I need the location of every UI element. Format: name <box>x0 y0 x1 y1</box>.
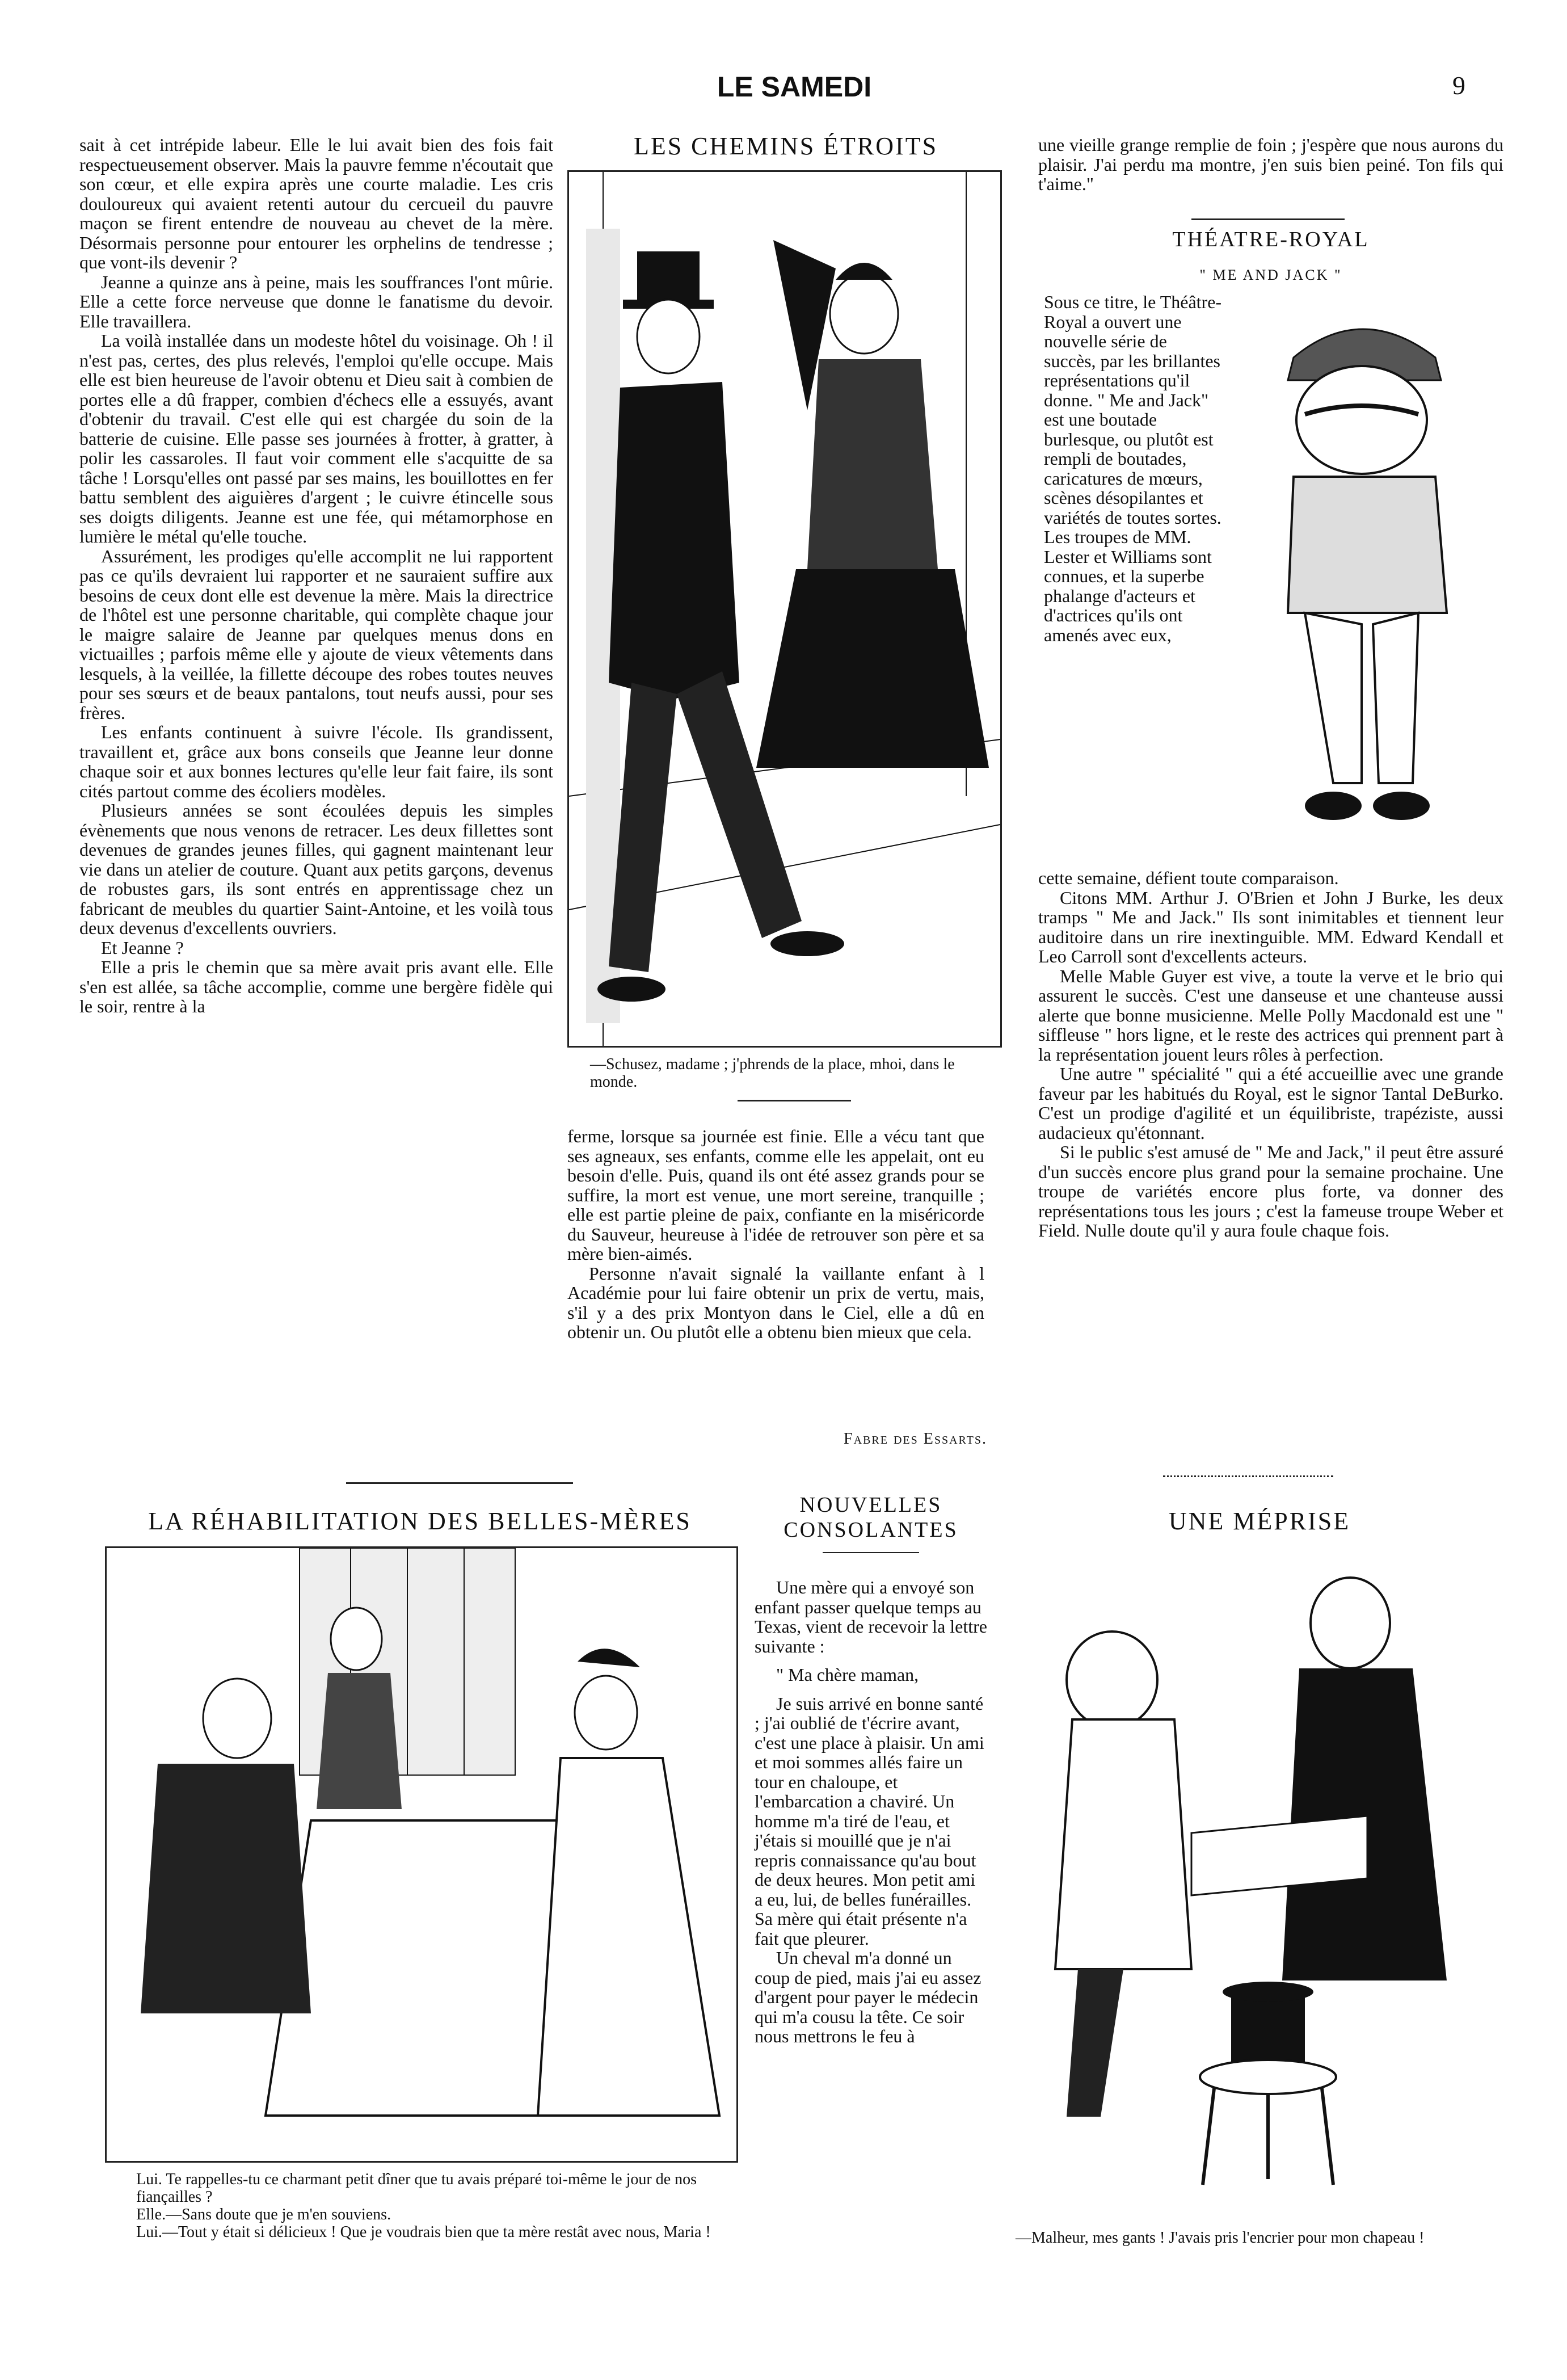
illustration-caption-belles-meres <box>136 2171 726 2241</box>
illustration-chemins-etroits <box>567 170 1002 1048</box>
paragraph: sait à cet intrépide labeur. Elle le lui avait bien des fois fait respectueusement observer. Mais la pauvre femme n'écoutait que son cœur, et elle expira après une courte maladie. Les cris douloureux qui avaient retenti autour du cercueil du pauvre maçon se firent entendre de nouveau au chevet de la mère. Désormais personne pour entourer les orphelins de tendresse ; que vont-ils devenir ? <box>79 135 553 272</box>
paragraph: La voilà installée dans un modeste hôtel du voisinage. Oh ! il n'est pas, certes, des plus relevés, l'emploi qu'elle occupe. Mais elle est bien heureuse de l'avoir obtenu et Dieu sait à combien de portes elle a dû frapper, combien d'échecs elle a essuyés, avant d'obtenir du travail. C'est elle qui est chargée du soin de la batterie de cuisine. Elle passe ses journées à frotter, à gratter, à polir les cassaroles. Il faut voir comment elle s'acquitte de sa tâche ! Lorsqu'elles ont passé par ses mains, les bouillottes en fer battu semblent des aiguières d'argent ; le cuivre étincelle sous ses doigts diligents. Jeanne est une fée, qui métamorphose en lumière le métal qu'elle touche. <box>79 330 553 546</box>
section-divider <box>1163 1475 1333 1477</box>
section-divider <box>346 1482 573 1484</box>
illustration-tramp <box>1248 295 1486 868</box>
section-subtitle: " ME AND JACK " <box>1199 267 1342 283</box>
paragraph: Et Jeanne ? <box>101 937 184 958</box>
divider <box>738 1100 851 1101</box>
author-signature: Fabre des Essarts. <box>844 1430 987 1448</box>
paragraph: Je suis arrivé en bonne santé ; j'ai oublié de t'écrire avant, c'est une place à plaisir. Un ami et moi sommes allés faire un tour en chaloupe, et l'embarcation a chaviré. Un homme m'a tiré de l'eau, et j'étais si mouillé que je n'ai repris connaissance qu'au bout de deux heures. Mon petit ami a eu, lui, de belles funérailles. Sa mère qui était présente n'a fait que pleurer. <box>755 1693 984 1949</box>
letter-ending: une vieille grange remplie de foin ; j'espère que nous aurons du plaisir. J'ai perdu ma montre, j'en suis bien peiné. Ton fils qui t'aime." <box>1038 134 1503 194</box>
paragraph: ferme, lorsque sa journée est finie. Elle a vécu tant que ses agneaux, ses enfants, comme elle les appelait, ont eu besoin d'elle. Puis, quand ils ont été assez grands pour se suffire, la mort est venue, une mort sereine, tranquille ; elle est partie pleine de paix, confiante en la miséricorde du Sauveur, heureuse à l'idée de retrouver son père et sa mère bien-aimés. <box>567 1126 984 1264</box>
paragraph: Assurément, les prodiges qu'elle accomplit ne lui rapportent pas ce qu'ils devraient lui rapporter et ne sauraient suffire aux besoins de ceux dont elle est devenue la mère. Mais la directrice de l'hôtel est une personne charitable, qui complète chaque jour le maigre salaire de Jeanne par quelques menus dons en victuailles ; parfois même elle y ajoute de vieux vêtements dans lesquels, à la veillée, la fillette découpe des robes toutes neuves pour ses sœurs et de beaux pantalons, tout neufs aussi, pour ses frères. <box>79 545 553 723</box>
paragraph: cette semaine, défient toute comparaison. <box>1038 868 1339 888</box>
section-title-nouvelles: NOUVELLES CONSOLANTES <box>784 1493 958 1542</box>
divider <box>1191 218 1345 220</box>
caption-line: Lui. Te rappelles-tu ce charmant petit dîner que tu avais préparé toi-même le jour de nos fiançailles ? <box>136 2171 697 2206</box>
paragraph: Les enfants continuent à suivre l'école. Ils grandissent, travaillent et, grâce aux bons conseils que Jeanne leur donne chaque soir et aux bonnes lectures qu'elle leur fait faire, ils sont cités partout comme des écoliers modèles. <box>79 722 553 801</box>
paragraph: Si le public s'est amusé de " Me and Jack," il peut être assuré d'un succès encore plus grand pour la semaine prochaine. Une troupe de variétés encore plus forte, va donner des représentations tous les jours ; c'est la fameuse troupe Weber et Field. Nulle doute qu'il y aura foule chaque fois. <box>1038 1142 1503 1241</box>
illustration-title-chemins: LES CHEMINS ÉTROITS <box>633 132 938 160</box>
illustration-caption-meprise: —Malheur, mes gants ! J'avais pris l'encrier pour mon chapeau ! <box>1016 2229 1425 2247</box>
paragraph: " Ma chère maman, <box>776 1664 919 1685</box>
article-column-2 <box>567 1126 984 1342</box>
illustration-dinner-scene <box>105 1546 738 2163</box>
caption-line: Lui.—Tout y était si délicieux ! Que je voudrais bien que ta mère restât avec nous, Maria ! <box>136 2223 711 2241</box>
paragraph: Plusieurs années se sont écoulées depuis les simples évènements que nous venons de retracer. Les deux fillettes sont devenues de grandes jeunes filles, qui gagnent maintenant leur vie dans un atelier de couture. Quant aux petits garçons, devenus de robustes gars, ils sont entrés en apprentissage chez un fabricant de meubles du quartier Saint-Antoine, et les voilà tous deux devenus d'excellents ouvriers. <box>79 800 553 938</box>
paragraph: Elle a pris le chemin que sa mère avait pris avant elle. Elle s'en est allée, sa tâche accomplie, comme une bergère fidèle qui le soir, rentre à la <box>79 957 553 1016</box>
illustration-meprise <box>1016 1549 1503 2202</box>
paragraph: Une mère qui a envoyé son enfant passer quelque temps au Texas, vient de recevoir la lettre suivante : <box>755 1577 987 1656</box>
illustration-title-belles-meres: LA RÉHABILITATION DES BELLES-MÈRES <box>148 1507 692 1535</box>
paragraph: Personne n'avait signalé la vaillante enfant à l Académie pour lui faire obtenir un prix de vertu, mais, s'il y a des prix Montyon dans le Ciel, elle a dû en obtenir un. Ou plutôt elle a obtenu bien mieux que cela. <box>567 1263 984 1342</box>
paragraph: Citons MM. Arthur J. O'Brien et John J Burke, les deux tramps " Me and Jack." Ils sont inimitables et tiennent leur auditoire dans un rire inextinguible. MM. Edward Kendall et Leo Carroll sont d'excellents acteurs. <box>1038 887 1503 966</box>
section-title-theatre: THÉATRE-ROYAL <box>1172 228 1370 251</box>
paragraph: Une autre " spécialité " qui a été accueillie avec une grande faveur par les habitués du Royal, est le signor Tantal DeBurko. C'est un prodige d'agilité et un équilibriste, trapéziste, aussi audacieux qu'étonnant. <box>1038 1063 1503 1143</box>
caption-line: Elle.—Sans doute que je m'en souviens. <box>136 2206 391 2223</box>
article-column-1 <box>79 135 553 1457</box>
page-number: 9 <box>1452 71 1465 100</box>
theatre-narrow-text: Sous ce titre, le Théâtre-Royal a ouvert une nouvelle série de succès, par les brillantes représentations qu'il donne. " Me and Jack" est une boutade burlesque, ou plutôt est rempli de boutades, caricatures de mœurs, scènes désopilantes et variétés de toutes sortes. Les troupes de MM. Lester et Williams sont connues, et la superbe phalange d'acteurs et d'actrices qu'ils ont amenés avec eux, <box>1044 292 1222 645</box>
paragraph: Jeanne a quinze ans à peine, mais les souffrances l'ont mûrie. Elle a cette force nerveuse que donne le fanatisme du devoir. Elle travaillera. <box>79 271 553 331</box>
article-nouvelles <box>755 1578 987 2046</box>
paragraph: Un cheval m'a donné un coup de pied, mais j'ai eu assez d'argent pour payer le médecin qui m'a cousu la tête. Ce soir nous mettrons le feu à <box>755 1948 982 2046</box>
illustration-title-meprise: UNE MÉPRISE <box>1168 1507 1351 1535</box>
article-column-3 <box>1038 868 1503 1241</box>
paragraph: Melle Mable Guyer est vive, a toute la verve et le brio qui assurent le succès. C'est une danseuse et une chanteuse aussi alerte que bonne musicienne. Melle Polly Macdonald est une " siffleuse " hors ligne, et le reste des actrices qui prennent part à la représentation jouent leurs rôles à perfection. <box>1038 965 1503 1065</box>
masthead: LE SAMEDI <box>717 71 872 103</box>
illustration-caption-chemins: —Schusez, madame ; j'phrends de la place, mhoi, dans le monde. <box>590 1056 955 1091</box>
divider <box>823 1552 919 1553</box>
